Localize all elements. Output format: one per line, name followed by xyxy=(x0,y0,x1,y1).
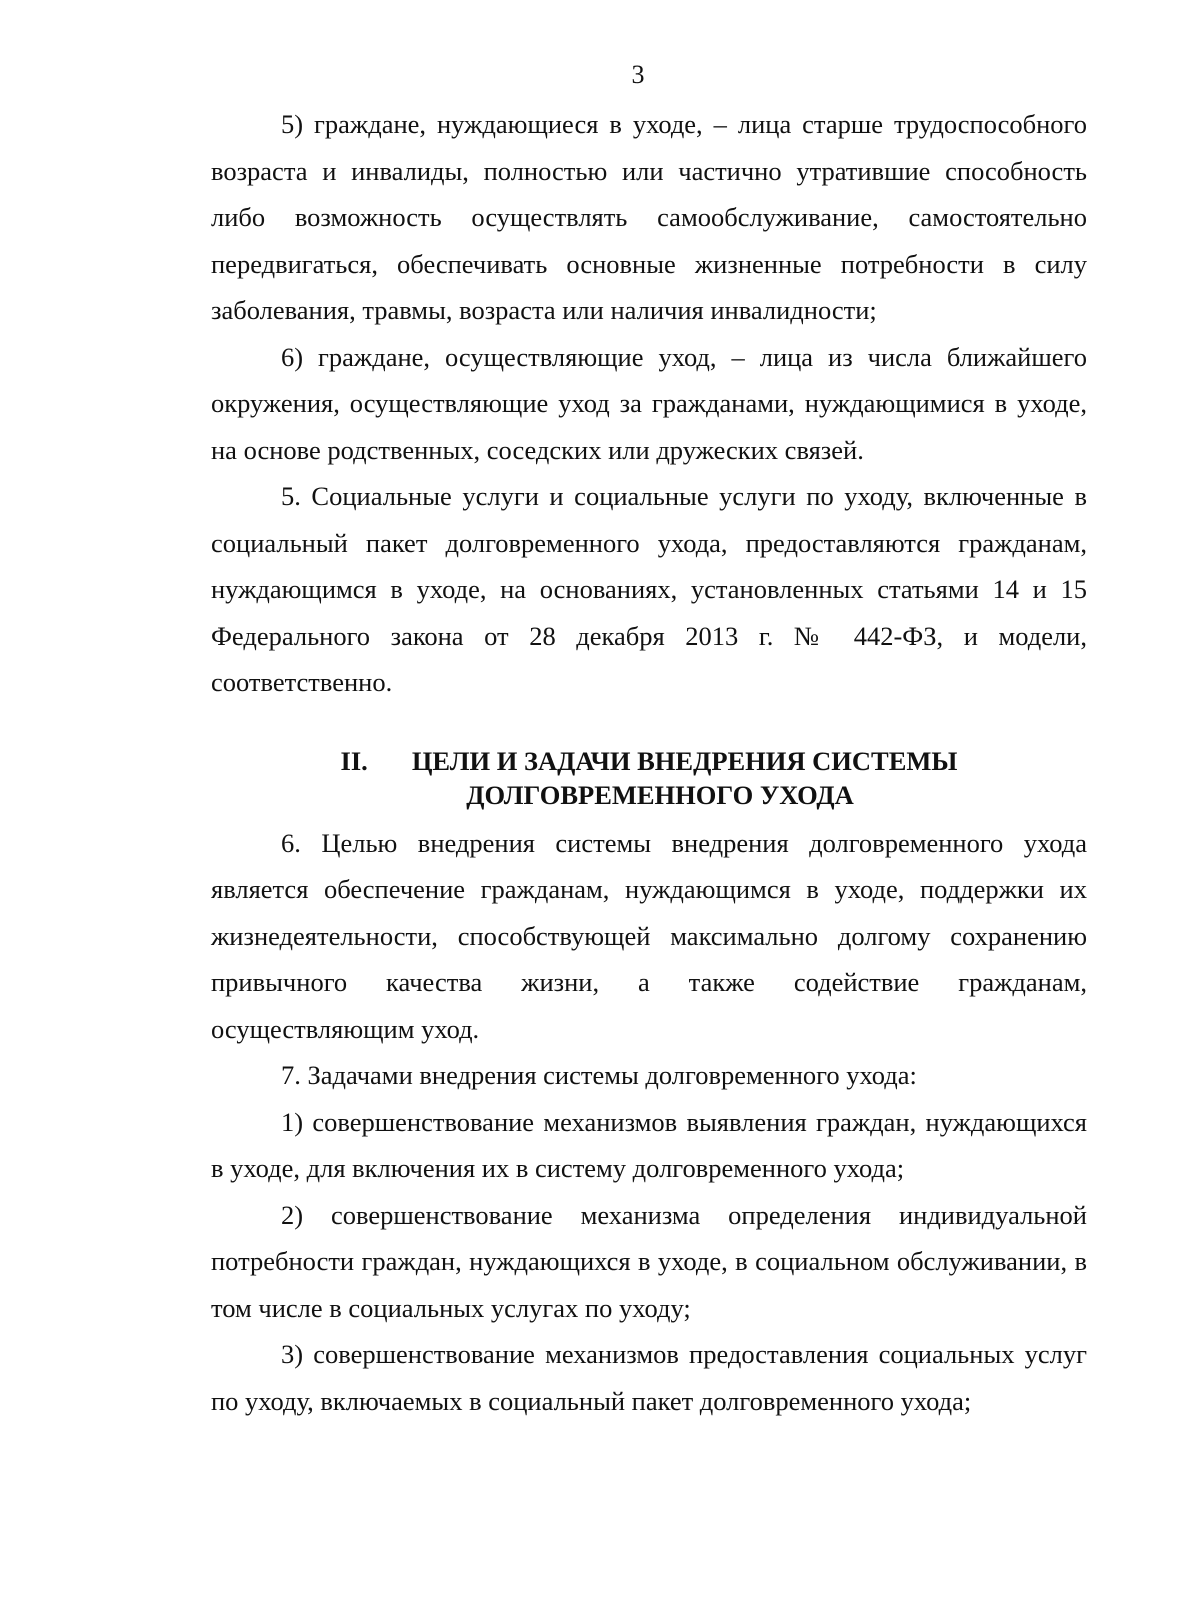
paragraph-citizens-in-need: 5) граждане, нуждающиеся в уходе, – лица старше трудоспособного возраста и инвалиды, полностью или частично утратившие способность либо возможность осуществлять самообслуживание, самостоятельно передвигаться, обеспечивать основные жизненные потребности в силу заболевания, травмы, возраста или наличия инвалидности; xyxy=(211,109,1087,325)
paragraph-goal: 6. Целью внедрения системы внедрения долговременного ухода является обеспечение гражданам, нуждающимся в уходе, поддержки их жизнедеятельности, способствующей максимально долгому сохранению привычного качества жизни, а также содействие гражданам, осуществляющим уход. xyxy=(211,827,1087,1044)
section-number: II. xyxy=(340,745,368,776)
section-title-line2: ДОЛГОВРЕМЕННОГО УХОДА xyxy=(466,779,854,810)
paragraph-tasks-intro: 7. Задачами внедрения системы долговременного ухода: xyxy=(281,1060,917,1090)
page-number: 3 xyxy=(631,60,645,89)
paragraph-task-3: 3) совершенствование механизмов предоставления социальных услуг по уходу, включаемых в социальный пакет долговременного ухода; xyxy=(211,1339,1087,1416)
paragraph-task-2: 2) совершенствование механизма определения индивидуальной потребности граждан, нуждающихся в уходе, в социальном обслуживании, в том числе в социальных услугах по уходу; xyxy=(211,1199,1087,1323)
paragraph-task-1: 1) совершенствование механизмов выявления граждан, нуждающихся в уходе, для включения их в систему долговременного ухода; xyxy=(211,1106,1087,1183)
section-heading xyxy=(211,744,1087,812)
paragraph-caregivers: 6) граждане, осуществляющие уход, – лица из числа ближайшего окружения, осуществляющие уход за гражданами, нуждающимися в уходе, на основе родственных, соседских или дружеских связей. xyxy=(211,341,1087,465)
paragraph-social-services: 5. Социальные услуги и социальные услуги по уходу, включенные в социальный пакет долговременного ухода, предоставляются гражданам, нуждающимся в уходе, на основаниях, установленных статьями 14 и 15 Федерального закона от 28 декабря 2013 г. № 442-ФЗ, и модели, соответственно. xyxy=(211,481,1087,697)
document-body xyxy=(211,101,1087,1424)
section-title-line1: ЦЕЛИ И ЗАДАЧИ ВНЕДРЕНИЯ СИСТЕМЫ xyxy=(411,745,958,776)
